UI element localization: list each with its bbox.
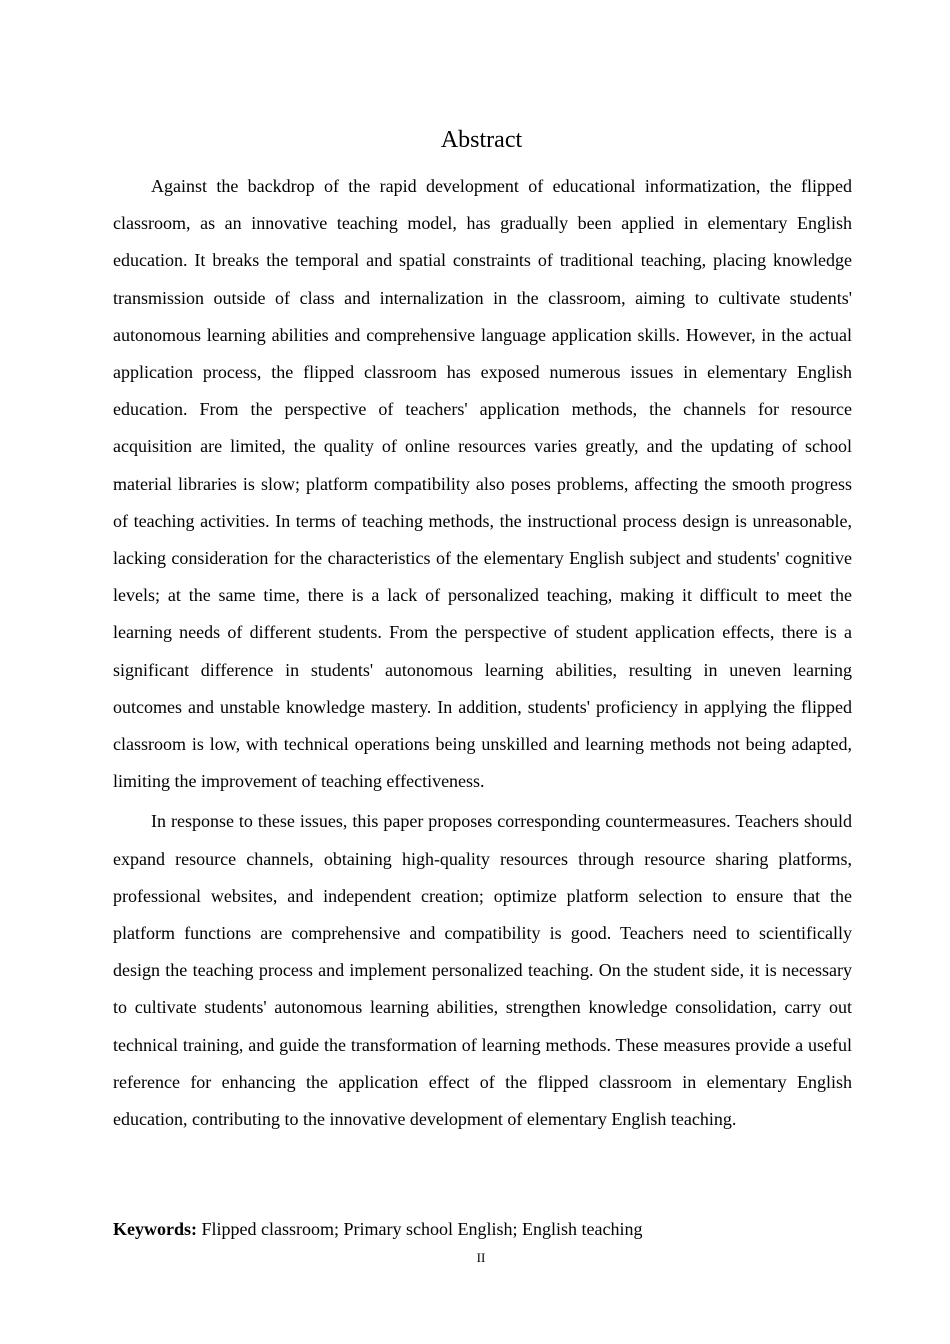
abstract-paragraph-2: In response to these issues, this paper proposes corresponding countermeasures. Teachers should expand resource channels, obtaining high-quality resources through resource sharing platforms, professional websites, and independent creation; optimize platform selection to ensure that the platform functions are comprehensive and compatibility is good. Teachers need to scientifically design the teaching process and implement personalized teaching. On the student side, it is necessary to cultivate students' autonomous learning abilities, strengthen knowledge consolidation, carry out technical training, and guide the transformation of learning methods. These measures provide a useful reference for enhancing the application effect of the flipped classroom in elementary English education, contributing to the innovative development of elementary English teaching.: [113, 811, 852, 1130]
keywords-label: Keywords:: [113, 1219, 197, 1239]
abstract-title: Abstract: [440, 127, 523, 153]
abstract-body: [113, 168, 852, 1138]
keywords-line: [113, 1216, 852, 1242]
abstract-paragraph-1: Against the backdrop of the rapid development of educational informatization, the flipped classroom, as an innovative teaching model, has gradually been applied in elementary English education. It breaks the temporal and spatial constraints of traditional teaching, placing knowledge transmission outside of class and internalization in the classroom, aiming to cultivate students' autonomous learning abilities and comprehensive language application skills. However, in the actual application process, the flipped classroom has exposed numerous issues in elementary English education. From the perspective of teachers' application methods, the channels for resource acquisition are limited, the quality of online resources varies greatly, and the updating of school material libraries is slow; platform compatibility also poses problems, affecting the smooth progress of teaching activities. In terms of teaching methods, the instructional process design is unreasonable, lacking consideration for the characteristics of the elementary English subject and students' cognitive levels; at the same time, there is a lack of personalized teaching, making it difficult to meet the learning needs of different students. From the perspective of student application effects, there is a significant difference in students' autonomous learning abilities, resulting in uneven learning outcomes and unstable knowledge mastery. In addition, students' proficiency in applying the flipped classroom is low, with technical operations being unskilled and learning methods not being adapted, limiting the improvement of teaching effectiveness.: [113, 176, 852, 792]
page-number: II: [476, 1250, 486, 1265]
keywords-text: Flipped classroom; Primary school English; English teaching: [197, 1219, 643, 1239]
